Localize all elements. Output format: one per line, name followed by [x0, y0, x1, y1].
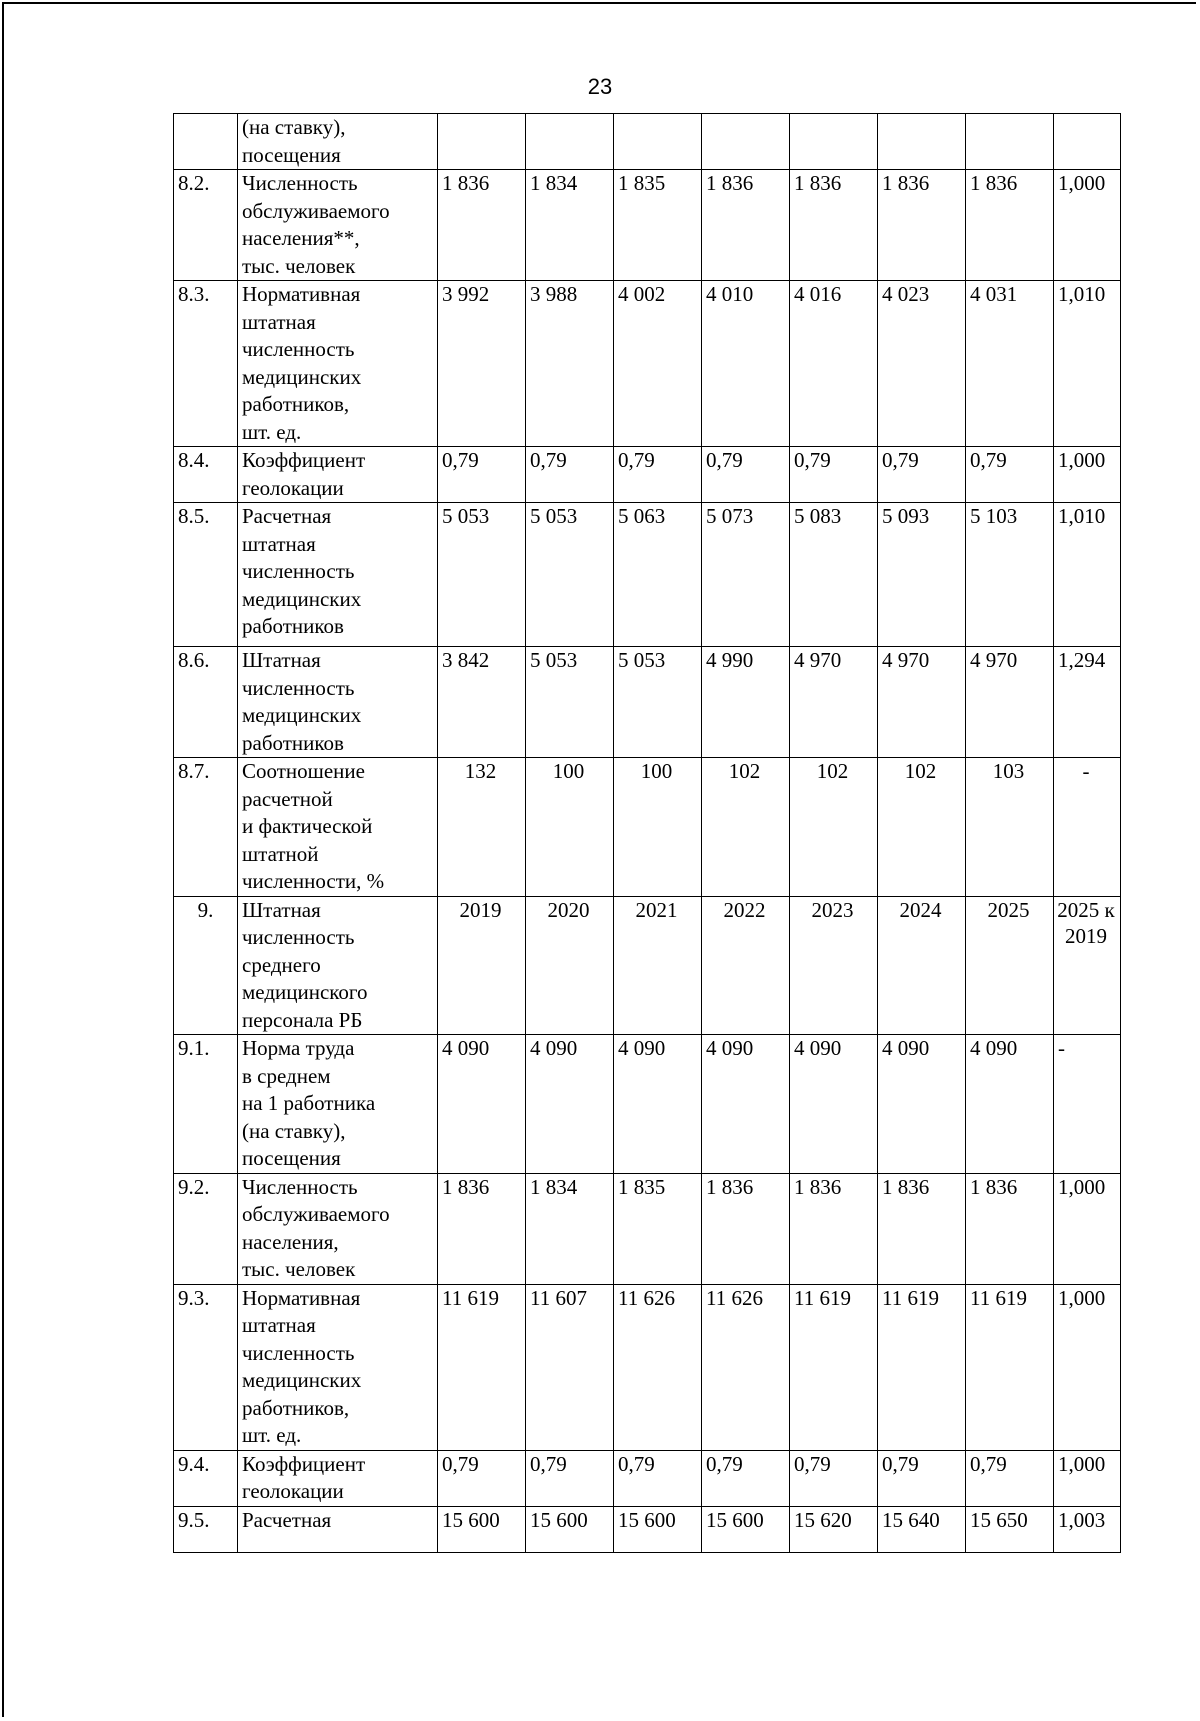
value-cell: 15 620 — [790, 1506, 878, 1552]
value-cell: 4 090 — [526, 1035, 614, 1174]
table-row — [174, 1506, 1121, 1552]
value-cell: 4 023 — [878, 281, 966, 447]
value-cell: 1 836 — [438, 170, 526, 281]
value-cell: 0,79 — [878, 1450, 966, 1506]
value-cell: 0,79 — [966, 1450, 1054, 1506]
indicator-label-line: медицинских — [242, 703, 362, 727]
indicator-label-line: на 1 работника — [242, 1091, 376, 1115]
value-cell: 1 836 — [966, 170, 1054, 281]
value-cell: 15 600 — [438, 1506, 526, 1552]
value-cell: 4 090 — [614, 1035, 702, 1174]
table-row — [174, 1284, 1121, 1450]
row-number-cell: 8.7. — [174, 758, 238, 897]
value-cell: 4 010 — [702, 281, 790, 447]
indicator-label-line: обслуживаемого — [242, 1202, 390, 1226]
indicator-label-line: Штатная — [242, 897, 321, 922]
value-cell: 0,79 — [878, 447, 966, 503]
indicator-label-line: медицинских — [242, 1368, 362, 1392]
indicator-label-line: (на ставку), — [242, 115, 346, 139]
indicator-label-line: шт. ед. — [242, 419, 302, 444]
value-cell: 4 090 — [878, 1035, 966, 1174]
value-cell: 1 836 — [702, 1173, 790, 1284]
indicator-label-line: Соотношение — [242, 759, 365, 783]
indicator-label-line: шт. ед. — [242, 1423, 302, 1447]
row-number-cell: 9.1. — [174, 1035, 238, 1174]
table-row — [174, 447, 1121, 503]
value-cell — [966, 114, 1054, 170]
page-number: 23 — [587, 74, 613, 99]
value-cell: 11 619 — [790, 1284, 878, 1450]
value-cell — [702, 114, 790, 170]
value-cell: 1 836 — [966, 1173, 1054, 1284]
value-cell: 2023 — [790, 896, 878, 1035]
row-number-cell: 9.4. — [174, 1450, 238, 1506]
indicator-label-line: геолокации — [242, 1479, 344, 1503]
data-table — [173, 113, 1121, 1553]
indicator-label-line: Расчетная — [242, 1507, 332, 1532]
row-number-cell — [174, 114, 238, 170]
value-cell: 15 650 — [966, 1506, 1054, 1552]
indicator-label-line: штатной — [242, 841, 319, 866]
value-cell: 11 607 — [526, 1284, 614, 1450]
value-cell: 4 016 — [790, 281, 878, 447]
row-number-cell: 9.3. — [174, 1284, 238, 1450]
row-number-cell: 8.6. — [174, 647, 238, 758]
value-cell: 1 834 — [526, 170, 614, 281]
indicator-label-line: штатная — [242, 1313, 316, 1337]
indicator-label-line: Численность — [242, 171, 358, 195]
ratio-cell: - — [1054, 758, 1121, 897]
value-cell: 102 — [878, 758, 966, 897]
indicator-label-line: медицинских — [242, 364, 362, 389]
value-cell: 4 090 — [966, 1035, 1054, 1174]
value-cell — [614, 114, 702, 170]
value-cell: 11 619 — [878, 1284, 966, 1450]
table-row — [174, 114, 1121, 170]
row-number-cell: 9.5. — [174, 1506, 238, 1552]
indicator-label-line: среднего — [242, 952, 321, 977]
ratio-cell: 1,294 — [1054, 647, 1121, 758]
value-cell: 0,79 — [702, 1450, 790, 1506]
value-cell: 15 600 — [614, 1506, 702, 1552]
value-cell: 5 053 — [614, 647, 702, 758]
table-row — [174, 1035, 1121, 1174]
value-cell — [878, 114, 966, 170]
indicator-label-cell — [238, 1284, 438, 1450]
indicator-label-line: и фактической — [242, 814, 373, 838]
indicator-label-cell — [238, 758, 438, 897]
ratio-cell: - — [1054, 1035, 1121, 1174]
value-cell: 0,79 — [790, 1450, 878, 1506]
value-cell: 4 090 — [790, 1035, 878, 1174]
indicator-label-line: штатная — [242, 309, 316, 334]
indicator-label-line: населения, — [242, 1229, 339, 1254]
indicator-label-line: населения**, — [242, 226, 360, 250]
indicator-label-cell — [238, 1035, 438, 1174]
ratio-cell: 1,000 — [1054, 1173, 1121, 1284]
indicator-label-cell — [238, 170, 438, 281]
value-cell: 11 626 — [702, 1284, 790, 1450]
indicator-label-cell — [238, 114, 438, 170]
indicator-label-line: работников, — [242, 392, 350, 416]
indicator-label-line: (на ставку), — [242, 1118, 346, 1143]
value-cell — [526, 114, 614, 170]
ratio-cell: 2025 к 2019 — [1054, 896, 1121, 1035]
value-cell: 1 834 — [526, 1173, 614, 1284]
value-cell: 0,79 — [614, 447, 702, 503]
value-cell: 4 002 — [614, 281, 702, 447]
indicator-label-line: медицинских — [242, 586, 362, 611]
table-body — [174, 114, 1121, 1553]
table-row — [174, 1450, 1121, 1506]
value-cell: 132 — [438, 758, 526, 897]
value-cell: 4 970 — [878, 647, 966, 758]
value-cell: 4 090 — [702, 1035, 790, 1174]
indicator-label-line: в среднем — [242, 1063, 331, 1088]
value-cell: 4 970 — [790, 647, 878, 758]
row-number-cell: 9.2. — [174, 1173, 238, 1284]
value-cell: 1 835 — [614, 1173, 702, 1284]
table-row — [174, 281, 1121, 447]
indicator-label-cell — [238, 896, 438, 1035]
value-cell: 2024 — [878, 896, 966, 1035]
indicator-label-cell — [238, 1506, 438, 1552]
value-cell: 5 053 — [526, 647, 614, 758]
value-cell: 5 063 — [614, 503, 702, 647]
value-cell: 3 842 — [438, 647, 526, 758]
table-row — [174, 647, 1121, 758]
ratio-cell: 1,000 — [1054, 1284, 1121, 1450]
row-number-cell: 8.4. — [174, 447, 238, 503]
row-number-cell: 8.3. — [174, 281, 238, 447]
value-cell: 102 — [790, 758, 878, 897]
indicator-label-line: численность — [242, 675, 355, 700]
indicator-label-line: численность — [242, 559, 355, 583]
indicator-label-line: численность — [242, 337, 355, 361]
value-cell: 0,79 — [614, 1450, 702, 1506]
value-cell: 5 053 — [438, 503, 526, 647]
value-cell: 0,79 — [526, 447, 614, 503]
value-cell: 4 970 — [966, 647, 1054, 758]
indicator-label-line: Нормативная — [242, 1285, 361, 1310]
value-cell: 0,79 — [438, 1450, 526, 1506]
value-cell: 4 031 — [966, 281, 1054, 447]
table-row — [174, 503, 1121, 647]
value-cell: 5 093 — [878, 503, 966, 647]
value-cell — [790, 114, 878, 170]
value-cell: 1 836 — [790, 170, 878, 281]
value-cell: 0,79 — [702, 447, 790, 503]
value-cell: 1 836 — [702, 170, 790, 281]
value-cell — [438, 114, 526, 170]
indicator-label-line: Коэффициент — [242, 448, 366, 472]
table-row — [174, 758, 1121, 897]
indicator-label-line: численности, % — [242, 869, 385, 893]
indicator-label-line: Нормативная — [242, 282, 361, 306]
value-cell: 11 619 — [438, 1284, 526, 1450]
indicator-label-cell — [238, 1450, 438, 1506]
value-cell: 5 073 — [702, 503, 790, 647]
ratio-cell — [1054, 114, 1121, 170]
indicator-label-line: посещения — [242, 142, 341, 167]
value-cell: 15 600 — [702, 1506, 790, 1552]
table-row — [174, 1173, 1121, 1284]
value-cell: 11 626 — [614, 1284, 702, 1450]
indicator-label-cell — [238, 503, 438, 647]
value-cell: 1 836 — [790, 1173, 878, 1284]
indicator-label-line: работников — [242, 730, 344, 755]
indicator-label-line: Расчетная — [242, 504, 332, 528]
value-cell: 2022 — [702, 896, 790, 1035]
value-cell: 4 090 — [438, 1035, 526, 1174]
value-cell: 0,79 — [790, 447, 878, 503]
indicator-label-line: персонала РБ — [242, 1007, 363, 1032]
value-cell: 11 619 — [966, 1284, 1054, 1450]
value-cell: 2021 — [614, 896, 702, 1035]
indicator-label-cell — [238, 447, 438, 503]
ratio-cell: 1,010 — [1054, 503, 1121, 647]
indicator-label-line: Штатная — [242, 648, 321, 672]
indicator-label-cell — [238, 281, 438, 447]
row-number-cell: 9. — [174, 896, 238, 1035]
value-cell: 1 836 — [878, 1173, 966, 1284]
row-number-cell: 8.2. — [174, 170, 238, 281]
indicator-label-line: посещения — [242, 1146, 341, 1170]
value-cell: 5 103 — [966, 503, 1054, 647]
indicator-label-line: тыс. человек — [242, 253, 356, 278]
value-cell: 2025 — [966, 896, 1054, 1035]
indicator-label-line: численность — [242, 1340, 355, 1365]
indicator-label-line: Коэффициент — [242, 1451, 366, 1476]
ratio-cell: 1,000 — [1054, 170, 1121, 281]
value-cell: 102 — [702, 758, 790, 897]
indicator-label-line: работников — [242, 614, 344, 638]
indicator-label-cell — [238, 647, 438, 758]
value-cell: 0,79 — [438, 447, 526, 503]
indicator-label-line: численность — [242, 925, 355, 949]
value-cell: 5 053 — [526, 503, 614, 647]
value-cell: 15 640 — [878, 1506, 966, 1552]
value-cell: 1 836 — [438, 1173, 526, 1284]
value-cell: 103 — [966, 758, 1054, 897]
ratio-cell: 1,003 — [1054, 1506, 1121, 1552]
indicator-label-line: тыс. человек — [242, 1257, 356, 1281]
value-cell: 4 990 — [702, 647, 790, 758]
value-cell: 15 600 — [526, 1506, 614, 1552]
indicator-label-line: работников, — [242, 1395, 350, 1420]
indicator-label-line: штатная — [242, 531, 316, 556]
indicator-label-line: геолокации — [242, 475, 344, 500]
indicator-label-line: медицинского — [242, 980, 368, 1004]
indicator-label-line: Норма труда — [242, 1036, 355, 1060]
value-cell: 5 083 — [790, 503, 878, 647]
indicator-label-line: расчетной — [242, 786, 333, 811]
value-cell: 1 836 — [878, 170, 966, 281]
ratio-cell: 1,000 — [1054, 447, 1121, 503]
value-cell: 0,79 — [526, 1450, 614, 1506]
value-cell: 3 992 — [438, 281, 526, 447]
value-cell: 100 — [526, 758, 614, 897]
value-cell: 1 835 — [614, 170, 702, 281]
value-cell: 0,79 — [966, 447, 1054, 503]
value-cell: 3 988 — [526, 281, 614, 447]
table-row — [174, 896, 1121, 1035]
ratio-cell: 1,000 — [1054, 1450, 1121, 1506]
value-cell: 2019 — [438, 896, 526, 1035]
value-cell: 100 — [614, 758, 702, 897]
indicator-label-cell — [238, 1173, 438, 1284]
table-row — [174, 170, 1121, 281]
value-cell: 2020 — [526, 896, 614, 1035]
ratio-cell: 1,010 — [1054, 281, 1121, 447]
indicator-label-line: Численность — [242, 1174, 358, 1199]
indicator-label-line: обслуживаемого — [242, 198, 390, 223]
row-number-cell: 8.5. — [174, 503, 238, 647]
